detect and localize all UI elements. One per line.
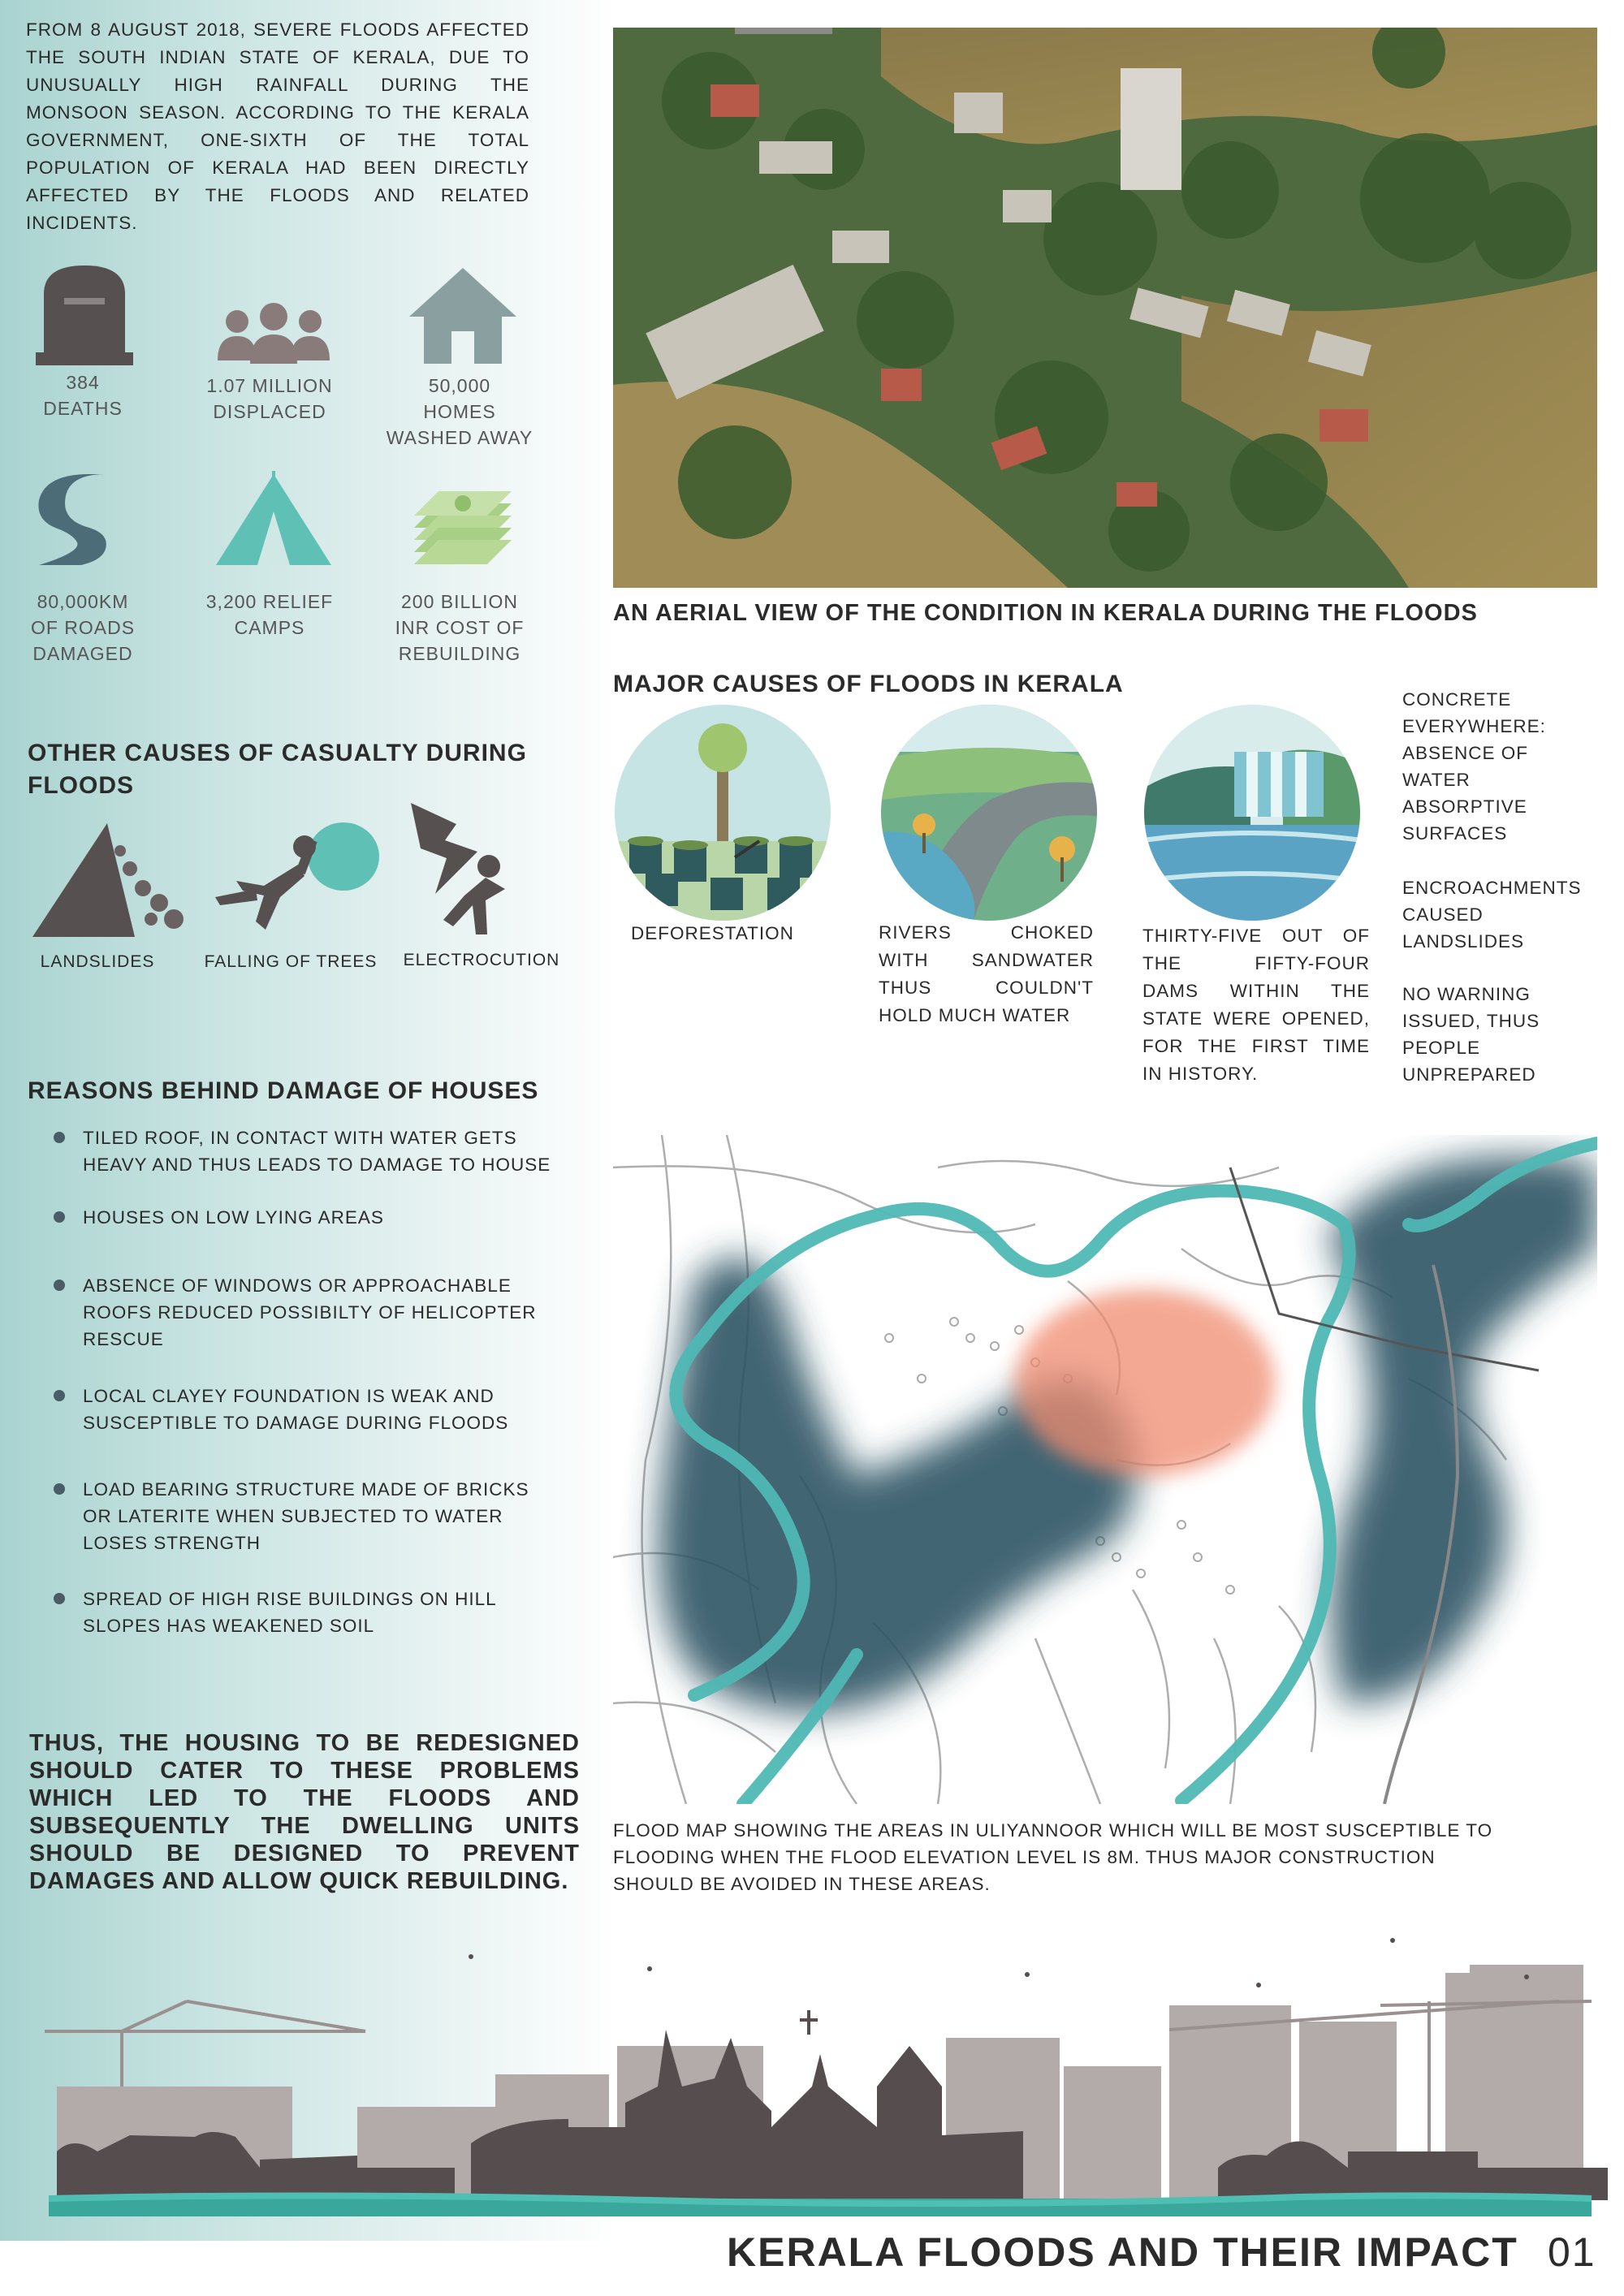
text-line: HOLD MUCH WATER [879,1005,1071,1025]
dams-text [1142,922,1370,1088]
text-line: IN HISTORY. [1142,1064,1259,1084]
conclusion-paragraph: THUS, THE HOUSING TO BE REDESIGNED SHOULD CATER TO THESE PROBLEMS WHICH LED TO THE FLOODS AND SUBSEQUENTLY THE DWELLING UNITS SHOULD BE DESIGNED TO PREVENT DAMAGES AND ALLOW QUICK REBUILDING. [29,1730,580,1894]
heading-line: FLOODS [28,772,134,799]
text-line: WATER [1402,770,1471,790]
page-number: 01 [1548,2229,1596,2275]
list-item [32,1586,585,1639]
stat-value: 80,000KM [37,591,129,612]
stat-label: DISPLACED [213,401,326,422]
stat-label: OF ROADS [30,617,136,638]
stat-value: 3,200 RELIEF [205,591,334,612]
stat-label: CAMPS [234,617,305,638]
no-warning-note [1402,981,1613,1088]
text-line: DAMS WITHIN THE [1142,981,1370,1001]
list-line: ABSENCE OF WINDOWS OR APPROACHABLE [83,1275,512,1296]
text-line: STATE WERE OPENED, [1142,1008,1370,1029]
rivers-choked-text [879,919,1094,1029]
tombstone-icon [36,261,133,367]
bullet-icon [54,1483,65,1495]
stat-value: 50,000 [428,375,491,396]
text-line: UNPREPARED [1402,1064,1536,1085]
stat-label: INR COST OF [395,617,525,638]
flood-map [613,1135,1597,1804]
tent-icon [213,471,335,568]
list-item [32,1124,585,1178]
text-line: CONCRETE [1402,689,1512,710]
bullet-icon [54,1132,65,1143]
list-line: TILED ROOF, IN CONTACT WITH WATER GETS [83,1128,517,1148]
text-line: NO WARNING [1402,984,1531,1004]
list-line: HEAVY AND THUS LEADS TO DAMAGE TO HOUSE [83,1154,551,1175]
list-item [32,1204,585,1231]
bullet-icon [54,1390,65,1401]
people-icon [213,302,335,367]
stat-label: WASHED AWAY [386,427,533,448]
dams-opened-illustration [1137,703,1368,922]
bullet-icon [54,1211,65,1223]
text-line: FOR THE FIRST TIME [1142,1036,1370,1056]
intro-paragraph: FROM 8 AUGUST 2018, SEVERE FLOODS AFFECTED THE SOUTH INDIAN STATE OF KERALA, DUE TO UNUSUALLY HIGH RAINFALL DURING THE MONSOON SEASON. ACCORDING TO THE KERALA GOVERNMENT, ONE-SIXTH OF THE TOTAL POPULATION OF KERALA HAD BEEN DIRECTLY AFFECTED BY THE FLOODS AND RELATED INCIDENTS. [26,19,529,233]
caption-line: FLOOD MAP SHOWING THE AREAS IN ULIYANNOOR WHICH WILL BE MOST SUSCEPTIBLE TO [613,1820,1493,1841]
list-line: LOCAL CLAYEY FOUNDATION IS WEAK AND [83,1386,495,1406]
electrocution-icon [408,800,521,942]
stat-cost [370,589,549,667]
bullet-icon [54,1593,65,1604]
text-line: SURFACES [1402,823,1508,844]
bullet-icon [54,1280,65,1291]
heading-line: OTHER CAUSES OF CASUALTY DURING [28,740,527,766]
text-line: ENCROACHMENTS [1402,878,1582,898]
list-line: HOUSES ON LOW LYING AREAS [83,1207,384,1228]
list-item [32,1383,585,1436]
stat-label: DAMAGED [32,643,133,664]
stat-label: HOMES [423,401,496,422]
list-line: LOSES STRENGTH [83,1533,261,1553]
stat-relief-camps [180,589,359,641]
stat-homes [370,373,549,451]
text-line: WITH SANDWATER [879,950,1094,970]
stat-roads [0,589,172,667]
list-item [32,1272,585,1353]
list-line: LOAD BEARING STRUCTURE MADE OF BRICKS [83,1479,529,1500]
aerial-caption: AN AERIAL VIEW OF THE CONDITION IN KERALA DURING THE FLOODS [613,600,1478,626]
stat-deaths [0,369,172,421]
stat-value: 384 [66,372,100,393]
list-line: OR LATERITE WHEN SUBJECTED TO WATER [83,1506,503,1526]
list-line: SLOPES HAS WEAKENED SOIL [83,1616,375,1636]
text-line: RIVERS CHOKED [879,922,1094,943]
stat-displaced [180,373,359,425]
stat-label: REBUILDING [398,643,521,664]
electrocution-label: ELECTROCUTION [403,951,560,969]
deforestation-label: DEFORESTATION [631,923,794,943]
city-skyline [0,1924,1624,2216]
landslides-label: LANDSLIDES [40,952,155,971]
text-line: ABSORPTIVE [1402,796,1527,817]
stat-value: 1.07 MILLION [206,375,333,396]
text-line: THE FIFTY-FOUR [1142,953,1370,973]
deforestation-illustration [613,703,832,922]
house-icon [406,265,520,367]
concrete-note [1402,686,1613,847]
caption-line: FLOODING WHEN THE FLOOD ELEVATION LEVEL IS 8M. THUS MAJOR CONSTRUCTION [613,1847,1436,1867]
flood-map-caption [613,1817,1587,1897]
text-line: ISSUED, THUS [1402,1011,1540,1031]
list-item [32,1476,585,1556]
stat-label: DEATHS [43,398,123,419]
text-line: ABSENCE OF [1402,743,1529,763]
falling-trees-label: FALLING OF TREES [204,952,378,971]
list-line: ROOFS REDUCED POSSIBILTY OF HELICOPTER [83,1302,537,1323]
major-causes-heading: MAJOR CAUSES OF FLOODS IN KERALA [613,671,1124,697]
road-icon [32,471,138,568]
list-line: SUSCEPTIBLE TO DAMAGE DURING FLOODS [83,1413,509,1433]
caption-line: SHOULD BE AVOIDED IN THESE AREAS. [613,1874,991,1894]
text-line: LANDSLIDES [1402,931,1525,952]
page-title: KERALA FLOODS AND THEIR IMPACT [727,2229,1518,2275]
text-line: THIRTY-FIVE OUT OF [1142,926,1370,946]
landslide-icon [29,818,192,940]
encroachments-note [1402,874,1613,955]
other-causes-heading [28,737,527,802]
money-icon [406,471,520,568]
list-line: RESCUE [83,1329,164,1349]
text-line: EVERYWHERE: [1402,716,1546,736]
text-line: CAUSED [1402,904,1484,925]
text-line: THUS COULDN'T [879,978,1094,998]
aerial-flood-photo [613,28,1597,588]
text-line: PEOPLE [1402,1038,1481,1058]
falling-tree-icon [207,816,382,942]
rivers-choked-illustration [875,703,1103,922]
stat-value: 200 BILLION [401,591,518,612]
reasons-heading: REASONS BEHIND DAMAGE OF HOUSES [28,1077,539,1104]
list-line: SPREAD OF HIGH RISE BUILDINGS ON HILL [83,1589,497,1609]
